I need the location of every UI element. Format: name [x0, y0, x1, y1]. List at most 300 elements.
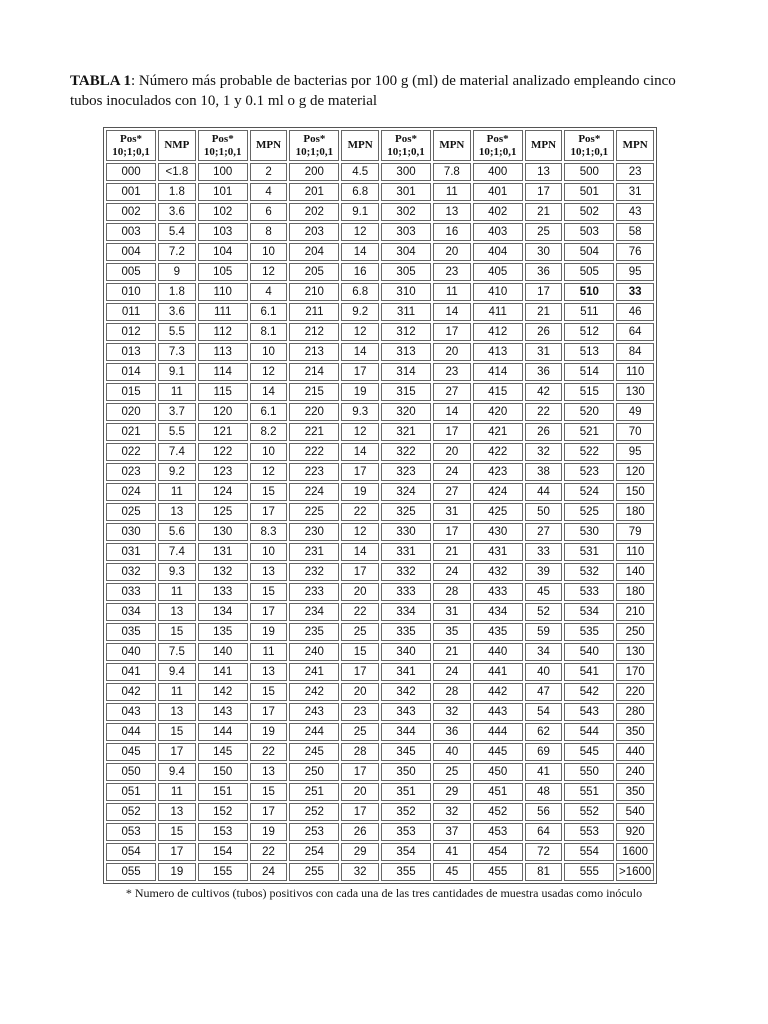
- mpn-value-cell: 8.1: [250, 323, 288, 341]
- mpn-value-cell: 29: [433, 783, 471, 801]
- positive-combination-cell: 513: [564, 343, 614, 361]
- mpn-value-cell: 9.1: [158, 363, 196, 381]
- positive-combination-cell: 525: [564, 503, 614, 521]
- mpn-value-cell: 280: [616, 703, 654, 721]
- positive-combination-cell: 252: [289, 803, 339, 821]
- table-row: [106, 423, 654, 441]
- mpn-value-cell: 20: [341, 583, 379, 601]
- column-header: [381, 130, 431, 161]
- table-row: [106, 443, 654, 461]
- mpn-value-cell: 12: [250, 463, 288, 481]
- column-header: [250, 130, 288, 161]
- mpn-value-cell: 35: [433, 623, 471, 641]
- positive-combination-cell: 332: [381, 563, 431, 581]
- positive-combination-cell: 540: [564, 643, 614, 661]
- mpn-value-cell: 17: [158, 743, 196, 761]
- column-header: [525, 130, 563, 161]
- mpn-value-cell: 27: [433, 483, 471, 501]
- mpn-value-cell: 19: [341, 383, 379, 401]
- positive-combination-cell: 151: [198, 783, 248, 801]
- positive-combination-cell: 324: [381, 483, 431, 501]
- mpn-value-cell: 210: [616, 603, 654, 621]
- mpn-value-cell: 11: [250, 643, 288, 661]
- positive-combination-cell: 550: [564, 763, 614, 781]
- mpn-value-cell: 12: [341, 323, 379, 341]
- column-header-line: Pos*: [486, 132, 509, 145]
- positive-combination-cell: 410: [473, 283, 523, 301]
- mpn-value-cell: 15: [158, 723, 196, 741]
- positive-combination-cell: 221: [289, 423, 339, 441]
- positive-combination-cell: 001: [106, 183, 156, 201]
- positive-combination-cell: 305: [381, 263, 431, 281]
- positive-combination-cell: 041: [106, 663, 156, 681]
- mpn-value-cell: 22: [525, 403, 563, 421]
- table-row: [106, 163, 654, 181]
- positive-combination-cell: 012: [106, 323, 156, 341]
- positive-combination-cell: 104: [198, 243, 248, 261]
- positive-combination-cell: 553: [564, 823, 614, 841]
- mpn-value-cell: 15: [158, 823, 196, 841]
- positive-combination-cell: 153: [198, 823, 248, 841]
- table-row: [106, 363, 654, 381]
- positive-combination-cell: 302: [381, 203, 431, 221]
- mpn-value-cell: 17: [525, 283, 563, 301]
- positive-combination-cell: 352: [381, 803, 431, 821]
- positive-combination-cell: 520: [564, 403, 614, 421]
- mpn-value-cell: 28: [341, 743, 379, 761]
- mpn-value-cell: 180: [616, 583, 654, 601]
- column-header: [473, 130, 523, 161]
- positive-combination-cell: 111: [198, 303, 248, 321]
- mpn-value-cell: 31: [616, 183, 654, 201]
- mpn-value-cell: 14: [433, 303, 471, 321]
- mpn-value-cell: 10: [250, 543, 288, 561]
- positive-combination-cell: 503: [564, 223, 614, 241]
- positive-combination-cell: 343: [381, 703, 431, 721]
- positive-combination-cell: 412: [473, 323, 523, 341]
- positive-combination-cell: 225: [289, 503, 339, 521]
- mpn-value-cell: 11: [158, 783, 196, 801]
- positive-combination-cell: 253: [289, 823, 339, 841]
- column-header: [198, 130, 248, 161]
- mpn-value-cell: 5.4: [158, 223, 196, 241]
- positive-combination-cell: 523: [564, 463, 614, 481]
- mpn-value-cell: 6.1: [250, 403, 288, 421]
- mpn-value-cell: 9.3: [158, 563, 196, 581]
- positive-combination-cell: 301: [381, 183, 431, 201]
- mpn-value-cell: 9.1: [341, 203, 379, 221]
- mpn-value-cell: 2: [250, 163, 288, 181]
- mpn-value-cell: 41: [433, 843, 471, 861]
- positive-combination-cell: 402: [473, 203, 523, 221]
- positive-combination-cell: 544: [564, 723, 614, 741]
- mpn-value-cell: 38: [525, 463, 563, 481]
- mpn-value-cell: 14: [341, 343, 379, 361]
- table-row: [106, 823, 654, 841]
- column-header-line: MPN: [622, 139, 648, 151]
- mpn-value-cell: 23: [341, 703, 379, 721]
- positive-combination-cell: 340: [381, 643, 431, 661]
- positive-combination-cell: 013: [106, 343, 156, 361]
- column-header-line: Pos*: [303, 132, 326, 145]
- table-row: [106, 463, 654, 481]
- mpn-value-cell: 10: [250, 343, 288, 361]
- mpn-value-cell: 95: [616, 443, 654, 461]
- mpn-value-cell: 10: [250, 443, 288, 461]
- mpn-value-cell: 19: [158, 863, 196, 881]
- mpn-value-cell: 3.7: [158, 403, 196, 421]
- mpn-value-cell: 150: [616, 483, 654, 501]
- positive-combination-cell: 445: [473, 743, 523, 761]
- column-header: [433, 130, 471, 161]
- mpn-value-cell: 13: [158, 603, 196, 621]
- mpn-value-cell: 7.5: [158, 643, 196, 661]
- positive-combination-cell: 032: [106, 563, 156, 581]
- mpn-value-cell: 7.3: [158, 343, 196, 361]
- positive-combination-cell: 453: [473, 823, 523, 841]
- caption-text: : Número más probable de bacterias por 100 g (ml) de material analizado empleando cinco tubos inoculados con 10, 1 y 0.1 ml o g de material: [70, 73, 676, 109]
- positive-combination-cell: 114: [198, 363, 248, 381]
- mpn-value-cell: 23: [616, 163, 654, 181]
- mpn-value-cell: 17: [250, 503, 288, 521]
- mpn-value-cell: 17: [433, 523, 471, 541]
- positive-combination-cell: 235: [289, 623, 339, 641]
- mpn-value-cell: 1.8: [158, 283, 196, 301]
- mpn-value-cell: 180: [616, 503, 654, 521]
- positive-combination-cell: 511: [564, 303, 614, 321]
- mpn-value-cell: 17: [525, 183, 563, 201]
- mpn-value-cell: 5.5: [158, 323, 196, 341]
- mpn-value-cell: 28: [433, 583, 471, 601]
- table-row: [106, 763, 654, 781]
- mpn-value-cell: 220: [616, 683, 654, 701]
- mpn-value-cell: 1600: [616, 843, 654, 861]
- mpn-value-cell: 30: [525, 243, 563, 261]
- positive-combination-cell: 423: [473, 463, 523, 481]
- positive-combination-cell: 050: [106, 763, 156, 781]
- mpn-value-cell: 36: [433, 723, 471, 741]
- mpn-value-cell: 350: [616, 723, 654, 741]
- mpn-value-cell: 24: [250, 863, 288, 881]
- positive-combination-cell: 342: [381, 683, 431, 701]
- positive-combination-cell: 502: [564, 203, 614, 221]
- positive-combination-cell: 101: [198, 183, 248, 201]
- mpn-value-cell: 25: [341, 723, 379, 741]
- mpn-value-cell: 64: [525, 823, 563, 841]
- positive-combination-cell: 211: [289, 303, 339, 321]
- mpn-value-cell: 21: [525, 203, 563, 221]
- positive-combination-cell: 331: [381, 543, 431, 561]
- positive-combination-cell: 141: [198, 663, 248, 681]
- mpn-value-cell: 16: [433, 223, 471, 241]
- positive-combination-cell: 254: [289, 843, 339, 861]
- mpn-value-cell: 5.5: [158, 423, 196, 441]
- mpn-value-cell: 42: [525, 383, 563, 401]
- mpn-value-cell: 47: [525, 683, 563, 701]
- positive-combination-cell: 554: [564, 843, 614, 861]
- mpn-value-cell: 8.2: [250, 423, 288, 441]
- positive-combination-cell: 404: [473, 243, 523, 261]
- mpn-value-cell: 76: [616, 243, 654, 261]
- mpn-value-cell: 13: [158, 803, 196, 821]
- mpn-value-cell: 11: [158, 383, 196, 401]
- mpn-value-cell: 240: [616, 763, 654, 781]
- positive-combination-cell: 440: [473, 643, 523, 661]
- mpn-value-cell: >1600: [616, 863, 654, 881]
- mpn-value-cell: 11: [158, 583, 196, 601]
- positive-combination-cell: 242: [289, 683, 339, 701]
- positive-combination-cell: 320: [381, 403, 431, 421]
- mpn-value-cell: 25: [341, 623, 379, 641]
- table-row: [106, 223, 654, 241]
- positive-combination-cell: 231: [289, 543, 339, 561]
- positive-combination-cell: 425: [473, 503, 523, 521]
- positive-combination-cell: 533: [564, 583, 614, 601]
- positive-combination-cell: 134: [198, 603, 248, 621]
- positive-combination-cell: 543: [564, 703, 614, 721]
- positive-combination-cell: 122: [198, 443, 248, 461]
- header-row: [106, 130, 654, 161]
- positive-combination-cell: 102: [198, 203, 248, 221]
- mpn-value-cell: 31: [433, 503, 471, 521]
- positive-combination-cell: 021: [106, 423, 156, 441]
- positive-combination-cell: 121: [198, 423, 248, 441]
- mpn-value-cell: 12: [250, 363, 288, 381]
- mpn-value-cell: 32: [433, 703, 471, 721]
- table-row: [106, 743, 654, 761]
- positive-combination-cell: 011: [106, 303, 156, 321]
- positive-combination-cell: 204: [289, 243, 339, 261]
- table-row: [106, 863, 654, 881]
- table-row: [106, 503, 654, 521]
- table-row: [106, 623, 654, 641]
- positive-combination-cell: 212: [289, 323, 339, 341]
- positive-combination-cell: 130: [198, 523, 248, 541]
- table-row: [106, 263, 654, 281]
- mpn-value-cell: 21: [433, 543, 471, 561]
- mpn-value-cell: 40: [433, 743, 471, 761]
- positive-combination-cell: 443: [473, 703, 523, 721]
- mpn-value-cell: 17: [341, 563, 379, 581]
- positive-combination-cell: 433: [473, 583, 523, 601]
- positive-combination-cell: 350: [381, 763, 431, 781]
- mpn-value-cell: 17: [433, 423, 471, 441]
- mpn-value-cell: 7.2: [158, 243, 196, 261]
- positive-combination-cell: 333: [381, 583, 431, 601]
- positive-combination-cell: 545: [564, 743, 614, 761]
- positive-combination-cell: 251: [289, 783, 339, 801]
- positive-combination-cell: 521: [564, 423, 614, 441]
- positive-combination-cell: 500: [564, 163, 614, 181]
- positive-combination-cell: 535: [564, 623, 614, 641]
- table-row: [106, 303, 654, 321]
- column-header-line: Pos*: [578, 132, 601, 145]
- positive-combination-cell: 014: [106, 363, 156, 381]
- mpn-value-cell: 20: [341, 783, 379, 801]
- mpn-value-cell: 33: [525, 543, 563, 561]
- mpn-value-cell: 15: [158, 623, 196, 641]
- positive-combination-cell: 430: [473, 523, 523, 541]
- table-row: [106, 703, 654, 721]
- positive-combination-cell: 355: [381, 863, 431, 881]
- positive-combination-cell: 140: [198, 643, 248, 661]
- mpn-value-cell: 20: [433, 243, 471, 261]
- positive-combination-cell: 025: [106, 503, 156, 521]
- positive-combination-cell: 142: [198, 683, 248, 701]
- mpn-value-cell: 170: [616, 663, 654, 681]
- mpn-value-cell: 19: [250, 723, 288, 741]
- positive-combination-cell: 201: [289, 183, 339, 201]
- mpn-value-cell: 32: [433, 803, 471, 821]
- mpn-value-cell: 13: [525, 163, 563, 181]
- positive-combination-cell: 442: [473, 683, 523, 701]
- mpn-value-cell: 17: [341, 463, 379, 481]
- mpn-value-cell: 11: [433, 183, 471, 201]
- mpn-value-cell: 84: [616, 343, 654, 361]
- positive-combination-cell: 125: [198, 503, 248, 521]
- positive-combination-cell: 043: [106, 703, 156, 721]
- mpn-value-cell: 15: [250, 483, 288, 501]
- mpn-value-cell: 45: [433, 863, 471, 881]
- mpn-value-cell: 22: [341, 603, 379, 621]
- positive-combination-cell: 405: [473, 263, 523, 281]
- positive-combination-cell: 143: [198, 703, 248, 721]
- column-header-line: MPN: [439, 139, 465, 151]
- positive-combination-cell: 250: [289, 763, 339, 781]
- positive-combination-cell: 120: [198, 403, 248, 421]
- mpn-value-cell: 32: [525, 443, 563, 461]
- mpn-value-cell: 49: [616, 403, 654, 421]
- positive-combination-cell: 042: [106, 683, 156, 701]
- mpn-value-cell: 25: [433, 763, 471, 781]
- mpn-value-cell: 64: [616, 323, 654, 341]
- positive-combination-cell: 444: [473, 723, 523, 741]
- positive-combination-cell: 315: [381, 383, 431, 401]
- positive-combination-cell: 524: [564, 483, 614, 501]
- mpn-value-cell: 23: [433, 363, 471, 381]
- positive-combination-cell: 420: [473, 403, 523, 421]
- positive-combination-cell: 455: [473, 863, 523, 881]
- column-header: [289, 130, 339, 161]
- positive-combination-cell: 015: [106, 383, 156, 401]
- positive-combination-cell: 325: [381, 503, 431, 521]
- mpn-value-cell: 40: [525, 663, 563, 681]
- table-row: [106, 183, 654, 201]
- positive-combination-cell: 234: [289, 603, 339, 621]
- positive-combination-cell: 505: [564, 263, 614, 281]
- mpn-value-cell: 14: [250, 383, 288, 401]
- positive-combination-cell: 401: [473, 183, 523, 201]
- positive-combination-cell: 441: [473, 663, 523, 681]
- table-row: [106, 203, 654, 221]
- mpn-value-cell: 920: [616, 823, 654, 841]
- mpn-value-cell: 27: [525, 523, 563, 541]
- column-header: [106, 130, 156, 161]
- table-caption: [70, 71, 710, 111]
- mpn-value-cell: 69: [525, 743, 563, 761]
- positive-combination-cell: 414: [473, 363, 523, 381]
- mpn-value-cell: 7.4: [158, 443, 196, 461]
- positive-combination-cell: 313: [381, 343, 431, 361]
- mpn-value-cell: 50: [525, 503, 563, 521]
- mpn-value-cell: 22: [341, 503, 379, 521]
- mpn-value-cell: 8: [250, 223, 288, 241]
- positive-combination-cell: 353: [381, 823, 431, 841]
- positive-combination-cell: 421: [473, 423, 523, 441]
- positive-combination-cell: 300: [381, 163, 431, 181]
- mpn-value-cell: 440: [616, 743, 654, 761]
- positive-combination-cell: 555: [564, 863, 614, 881]
- mpn-value-cell: 36: [525, 363, 563, 381]
- mpn-value-cell: <1.8: [158, 163, 196, 181]
- positive-combination-cell: 202: [289, 203, 339, 221]
- table-row: [106, 323, 654, 341]
- mpn-table: [103, 127, 657, 884]
- mpn-value-cell: 13: [158, 503, 196, 521]
- mpn-value-cell: 17: [341, 363, 379, 381]
- positive-combination-cell: 002: [106, 203, 156, 221]
- mpn-value-cell: 32: [341, 863, 379, 881]
- positive-combination-cell: 010: [106, 283, 156, 301]
- positive-combination-cell: 431: [473, 543, 523, 561]
- caption-label: TABLA 1: [70, 73, 131, 89]
- mpn-value-cell: 120: [616, 463, 654, 481]
- mpn-value-cell: 26: [525, 423, 563, 441]
- positive-combination-cell: 354: [381, 843, 431, 861]
- column-header-line: Pos*: [211, 132, 234, 145]
- column-header-line: MPN: [530, 139, 557, 151]
- mpn-value-cell: 52: [525, 603, 563, 621]
- mpn-value-cell: 17: [250, 603, 288, 621]
- mpn-value-cell: 19: [341, 483, 379, 501]
- mpn-value-cell: 12: [341, 523, 379, 541]
- mpn-value-cell: 17: [250, 703, 288, 721]
- mpn-value-cell: 6.1: [250, 303, 288, 321]
- positive-combination-cell: 434: [473, 603, 523, 621]
- mpn-value-cell: 10: [250, 243, 288, 261]
- mpn-value-cell: 26: [525, 323, 563, 341]
- table-row: [106, 563, 654, 581]
- mpn-value-cell: 54: [525, 703, 563, 721]
- mpn-value-cell: 24: [433, 663, 471, 681]
- positive-combination-cell: 551: [564, 783, 614, 801]
- positive-combination-cell: 222: [289, 443, 339, 461]
- mpn-value-cell: 13: [250, 563, 288, 581]
- table-row: [106, 643, 654, 661]
- mpn-value-cell: 15: [250, 583, 288, 601]
- positive-combination-cell: 023: [106, 463, 156, 481]
- mpn-value-cell: 28: [433, 683, 471, 701]
- mpn-value-cell: 23: [433, 263, 471, 281]
- table-row: [106, 383, 654, 401]
- column-header: [341, 130, 379, 161]
- positive-combination-cell: 322: [381, 443, 431, 461]
- positive-combination-cell: 033: [106, 583, 156, 601]
- positive-combination-cell: 304: [381, 243, 431, 261]
- positive-combination-cell: 145: [198, 743, 248, 761]
- mpn-value-cell: 14: [341, 443, 379, 461]
- mpn-value-cell: 6: [250, 203, 288, 221]
- mpn-value-cell: 140: [616, 563, 654, 581]
- mpn-value-cell: 24: [433, 463, 471, 481]
- mpn-value-cell: 46: [616, 303, 654, 321]
- positive-combination-cell: 345: [381, 743, 431, 761]
- positive-combination-cell: 403: [473, 223, 523, 241]
- positive-combination-cell: 330: [381, 523, 431, 541]
- column-header-line: Pos*: [395, 132, 418, 145]
- positive-combination-cell: 531: [564, 543, 614, 561]
- mpn-value-cell: 34: [525, 643, 563, 661]
